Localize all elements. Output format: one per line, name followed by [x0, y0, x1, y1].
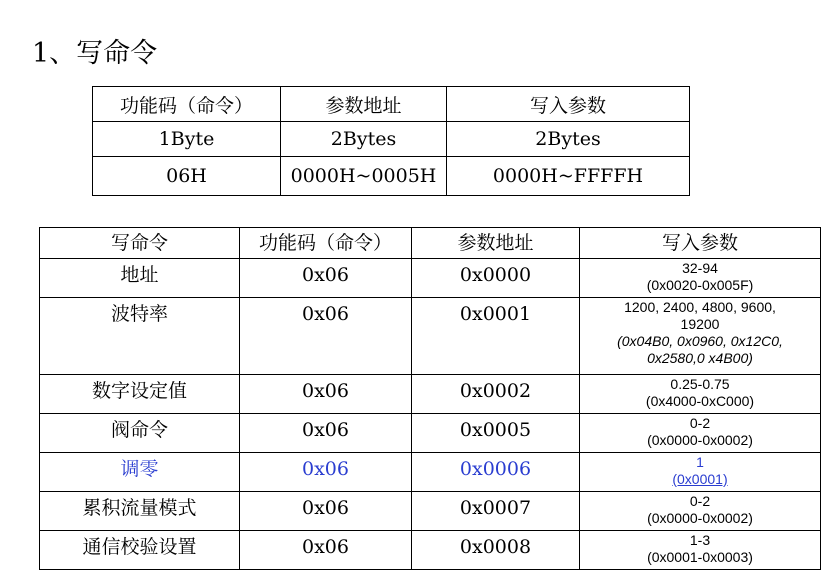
param-hex-range: (0x0001) [672, 471, 728, 487]
write-param [580, 375, 821, 414]
header-param-address: 参数地址 [412, 228, 580, 259]
param-range: 0-2 [689, 493, 711, 509]
param-hex-range: (0x4000-0xC000) [645, 393, 755, 409]
cell-function-code-size: 1Byte [93, 122, 281, 157]
table-row [93, 122, 690, 157]
header-param-address: 参数地址 [281, 87, 447, 122]
param-values-line2: 19200 [680, 316, 720, 332]
cell-param-range: 0000H~FFFFH [447, 157, 690, 196]
function-code: 0x06 [240, 298, 412, 375]
table-row-highlighted [40, 453, 821, 492]
param-address: 0x0002 [412, 375, 580, 414]
param-range: 0.25-0.75 [670, 376, 730, 392]
command-name: 调零 [40, 453, 240, 492]
param-hex-range: (0x0020-0x005F) [646, 277, 754, 293]
command-name: 数字设定值 [40, 375, 240, 414]
write-command-table [39, 227, 821, 570]
command-format-table [92, 86, 690, 196]
table-header-row [93, 87, 690, 122]
table-row [40, 375, 821, 414]
table-row [93, 157, 690, 196]
cell-address-size: 2Bytes [281, 122, 447, 157]
function-code: 0x06 [240, 259, 412, 298]
param-range: 1 [696, 454, 704, 470]
write-param [580, 259, 821, 298]
command-name: 地址 [40, 259, 240, 298]
param-range: 0-2 [689, 415, 711, 431]
command-name: 波特率 [40, 298, 240, 375]
table-header-row [40, 228, 821, 259]
header-function-code: 功能码（命令） [93, 87, 281, 122]
header-write-command: 写命令 [40, 228, 240, 259]
param-hex-range: (0x0000-0x0002) [647, 510, 753, 526]
param-values-line1: 1200, 2400, 4800, 9600, [624, 299, 776, 315]
write-param [580, 298, 821, 375]
param-range: 1-3 [689, 532, 711, 548]
header-write-param: 写入参数 [447, 87, 690, 122]
command-name: 累积流量模式 [40, 492, 240, 531]
cell-function-code-value: 06H [93, 157, 281, 196]
function-code: 0x06 [240, 414, 412, 453]
table-row [40, 298, 821, 375]
table-row [40, 492, 821, 531]
write-param [580, 414, 821, 453]
table-row [40, 414, 821, 453]
table-row [40, 259, 821, 298]
write-param [580, 492, 821, 531]
function-code: 0x06 [240, 453, 412, 492]
param-range: 32-94 [682, 260, 718, 276]
param-hex-line1: (0x04B0, 0x0960, 0x12C0, [617, 333, 783, 349]
section-heading: 1、写命令 [32, 38, 158, 69]
function-code: 0x06 [240, 375, 412, 414]
param-hex-range: (0x0000-0x0002) [647, 432, 753, 448]
param-address: 0x0006 [412, 453, 580, 492]
command-name: 通信校验设置 [40, 531, 240, 570]
param-address: 0x0001 [412, 298, 580, 375]
header-write-param: 写入参数 [580, 228, 821, 259]
cell-address-range: 0000H~0005H [281, 157, 447, 196]
command-name: 阀命令 [40, 414, 240, 453]
param-hex-range: (0x0001-0x0003) [647, 549, 753, 565]
param-hex-line2: 0x2580,0 x4B00) [647, 350, 753, 366]
header-function-code: 功能码（命令） [240, 228, 412, 259]
write-param [580, 531, 821, 570]
param-address: 0x0005 [412, 414, 580, 453]
function-code: 0x06 [240, 492, 412, 531]
param-address: 0x0000 [412, 259, 580, 298]
write-param [580, 453, 821, 492]
cell-param-size: 2Bytes [447, 122, 690, 157]
param-address: 0x0008 [412, 531, 580, 570]
param-address: 0x0007 [412, 492, 580, 531]
function-code: 0x06 [240, 531, 412, 570]
table-row [40, 531, 821, 570]
